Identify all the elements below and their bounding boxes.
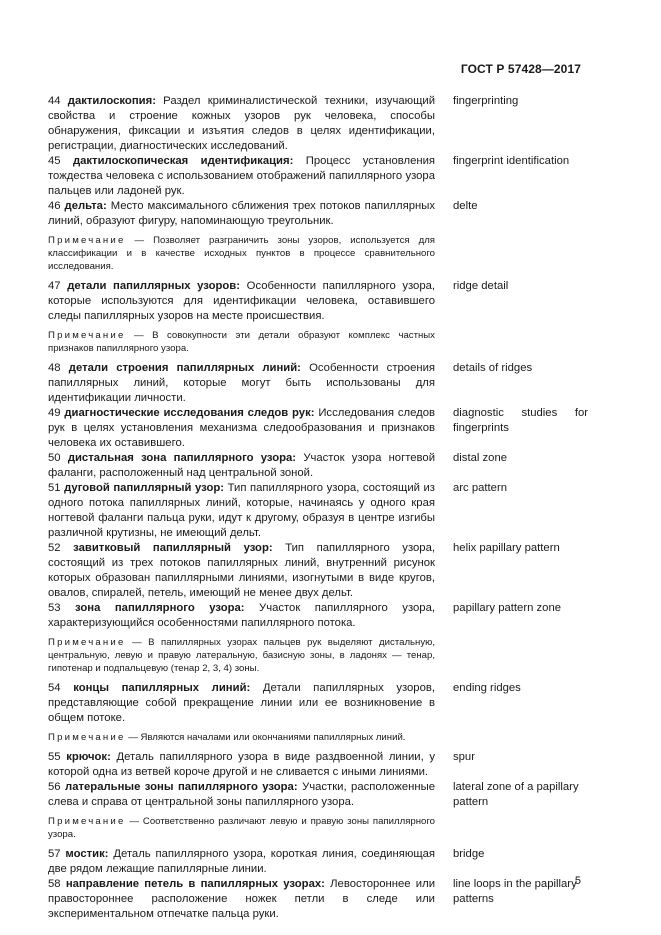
entry-number: 54	[48, 682, 61, 694]
entry-number: 58	[48, 878, 61, 890]
entry-english-equivalent: fingerprinting	[453, 95, 519, 107]
entry-term: диагностические исследования следов рук:	[64, 407, 315, 419]
entry-number: 47	[48, 280, 61, 292]
document-code: ГОСТ Р 57428—2017	[460, 62, 581, 76]
entry-term: мостик:	[65, 848, 109, 860]
entry-number: 45	[48, 155, 61, 167]
entry-definition: Исследования следов рук в целях установления механизма следообразования и признаков человека их оставившего.	[48, 407, 436, 449]
entry-term: детали строения папиллярных линий:	[68, 362, 301, 374]
entry-definition: Особенности папиллярного узора, которые используются для идентификации человека, оставившего следы папиллярных узоров на месте происшествия.	[48, 280, 436, 322]
entry-english-equivalent: line loops in the papillary patterns	[453, 878, 577, 905]
entry-number: 55	[48, 751, 61, 763]
term-entry-52	[48, 541, 588, 601]
entry-definition: Процесс установления тождества человека с использованием отображений папиллярного узора пальцев или ладоней рук.	[48, 155, 436, 197]
entry-definition: Участок папиллярного узора, характеризующийся особенностями папиллярного потока.	[48, 602, 435, 629]
note-label: Примечание	[48, 732, 126, 743]
entry-number: 50	[48, 452, 61, 464]
entry-definition: Тип папиллярного узора, состоящий из трех потоков папиллярных линий, внутренний рисунок которых образован папиллярными линиями, изогнутыми в виде кругов, овалов, спиралей, петель, имеющий не менее двух дельт.	[48, 542, 435, 599]
note-label: Примечание	[48, 637, 126, 648]
entry-english-equivalent: delte	[453, 200, 478, 212]
terms-list	[48, 94, 588, 922]
entry-number: 44	[48, 95, 61, 107]
entry-term: дактилоскопия:	[67, 95, 156, 107]
entry-definition: Особенности строения папиллярных линий, которые могут быть использованы для идентификации личности.	[48, 362, 436, 404]
entry-number: 52	[48, 542, 61, 554]
entry-english-equivalent: lateral zone of a papillary pattern	[453, 781, 579, 808]
term-entry-56	[48, 780, 588, 810]
entry-term: завитковый папиллярный узор:	[73, 542, 273, 554]
entry-term: крючок:	[66, 751, 111, 763]
entry-definition: Раздел криминалистической техники, изучающий свойства и строение кожных узоров рук человека, способы обнаружения, фиксации и изъятия следов в целях идентификации, регистрации, диагностических исследований.	[48, 95, 435, 152]
entry-term: зона папиллярного узора:	[75, 602, 245, 614]
term-entry-57	[48, 847, 588, 877]
entry-english-equivalent: ending ridges	[453, 682, 521, 694]
entry-number: 51	[48, 482, 61, 494]
entry-term: дуговой папиллярный узор:	[64, 482, 225, 494]
entry-definition: Место максимального сближения трех потоков папиллярных линий, образуют фигуру, напоминающую треугольник.	[48, 200, 436, 227]
entry-english-equivalent: bridge	[453, 848, 485, 860]
entry-number: 53	[48, 602, 61, 614]
entry-english-equivalent: arc pattern	[453, 482, 508, 494]
entry-note-53: Примечание — В папиллярных узорах пальцев рук выделяют дистальную, центральную, левую и правую латеральную, базисную зоны, в ладонях — тенар, гипотенар и подпальцевую (тенар 2, 3, 4) зоны.	[48, 637, 435, 674]
entry-term: детали папиллярных узоров:	[67, 280, 241, 292]
entry-number: 48	[48, 362, 61, 374]
entry-english-equivalent: details of ridges	[453, 362, 533, 374]
entry-term: дистальная зона папиллярного узора:	[67, 452, 297, 464]
term-entry-49	[48, 406, 588, 451]
note-text: В папиллярных узорах пальцев рук выделяют дистальную, центральную, левую и правую латеральную, базисную зоны, в ладонях — тенар, гипотенар и подпальцевую (тенар 2, 3, 4) зоны.	[48, 637, 435, 674]
term-entry-45	[48, 154, 588, 199]
entry-number: 49	[48, 407, 61, 419]
entry-note-47: Примечание — В совокупности эти детали образуют комплекс частных признаков папиллярного узора.	[48, 330, 435, 354]
entry-note-54: Примечание — Являются началами или окончаниями папиллярных линий.	[48, 732, 406, 743]
term-entry-47	[48, 279, 588, 324]
entry-term: концы папиллярных линий:	[73, 682, 251, 694]
entry-note-46: Примечание — Позволяет разграничить зоны узоров, используется для классификации и в качестве исходных пунктов в процессе сравнительного исследования.	[48, 235, 435, 272]
entry-number: 46	[48, 200, 61, 212]
entry-english-equivalent: papillary pattern zone	[453, 602, 562, 614]
note-text: Являются началами или окончаниями папиллярных линий.	[140, 732, 406, 743]
note-text: Позволяет разграничить зоны узоров, используется для классификации и в качестве исходных пунктов в процессе сравнительного исследования.	[48, 235, 435, 272]
entry-definition: Участки, расположенные слева и справа от центральной зоны папиллярного узора.	[48, 781, 436, 808]
note-text: Соответственно различают левую и правую зоны папиллярного узора.	[48, 816, 435, 840]
page-number: 5	[574, 875, 581, 887]
entry-definition: Левостороннее или правостороннее расположение ножек петли в следе или экспериментальном отпечатке пальца руки.	[48, 878, 436, 920]
entry-definition: Деталь папиллярного узора, короткая линия, соединяющая две рядом лежащие папиллярные линии.	[48, 848, 436, 875]
entry-term: дельта:	[64, 200, 107, 212]
entry-definition: Деталь папиллярного узора в виде раздвоенной линии, у которой одна из ветвей короче другой и не сливается с иными линиями.	[48, 751, 436, 778]
entry-definition: Тип папиллярного узора, состоящий из одного потока папиллярных линий, которые, начинаясь у одного края ногтевой фаланги пальца руки, идут к другому, образуя в центре изгибы различной крутизны, не имеющий дельт.	[48, 482, 435, 539]
term-entry-53	[48, 601, 588, 631]
entry-term: направление петель в папиллярных узорах:	[65, 878, 325, 890]
entry-english-equivalent: diagnostic studies for fingerprints	[453, 407, 588, 434]
term-entry-44	[48, 94, 588, 154]
entry-definition: Детали папиллярных узоров, представляющие собой прекращение линии или ее возникновение в общем потоке.	[48, 682, 436, 724]
entry-english-equivalent: ridge detail	[453, 280, 509, 292]
term-entry-51	[48, 481, 588, 541]
term-entry-50	[48, 451, 588, 481]
note-label: Примечание	[48, 330, 126, 341]
entry-english-equivalent: helix papillary pattern	[453, 542, 560, 554]
entry-term: дактилоскопическая идентификация:	[72, 155, 294, 167]
term-entry-54	[48, 681, 588, 726]
entry-definition: Участок узора ногтевой фаланги, расположенный над центральной зоной.	[48, 452, 436, 479]
term-entry-48	[48, 361, 588, 406]
note-label: Примечание	[48, 235, 126, 246]
term-entry-46	[48, 199, 588, 229]
entry-english-equivalent: distal zone	[453, 452, 508, 464]
note-text: В совокупности эти детали образуют комплекс частных признаков папиллярного узора.	[48, 330, 435, 354]
note-label: Примечание	[48, 816, 126, 827]
entry-english-equivalent: spur	[453, 751, 475, 763]
entry-term: латеральные зоны папиллярного узора:	[65, 781, 298, 793]
entry-number: 56	[48, 781, 61, 793]
term-entry-55	[48, 750, 588, 780]
term-entry-58	[48, 877, 588, 922]
entry-english-equivalent: fingerprint identification	[453, 155, 570, 167]
entry-note-56: Примечание — Соответственно различают левую и правую зоны папиллярного узора.	[48, 816, 435, 840]
entry-number: 57	[48, 848, 61, 860]
